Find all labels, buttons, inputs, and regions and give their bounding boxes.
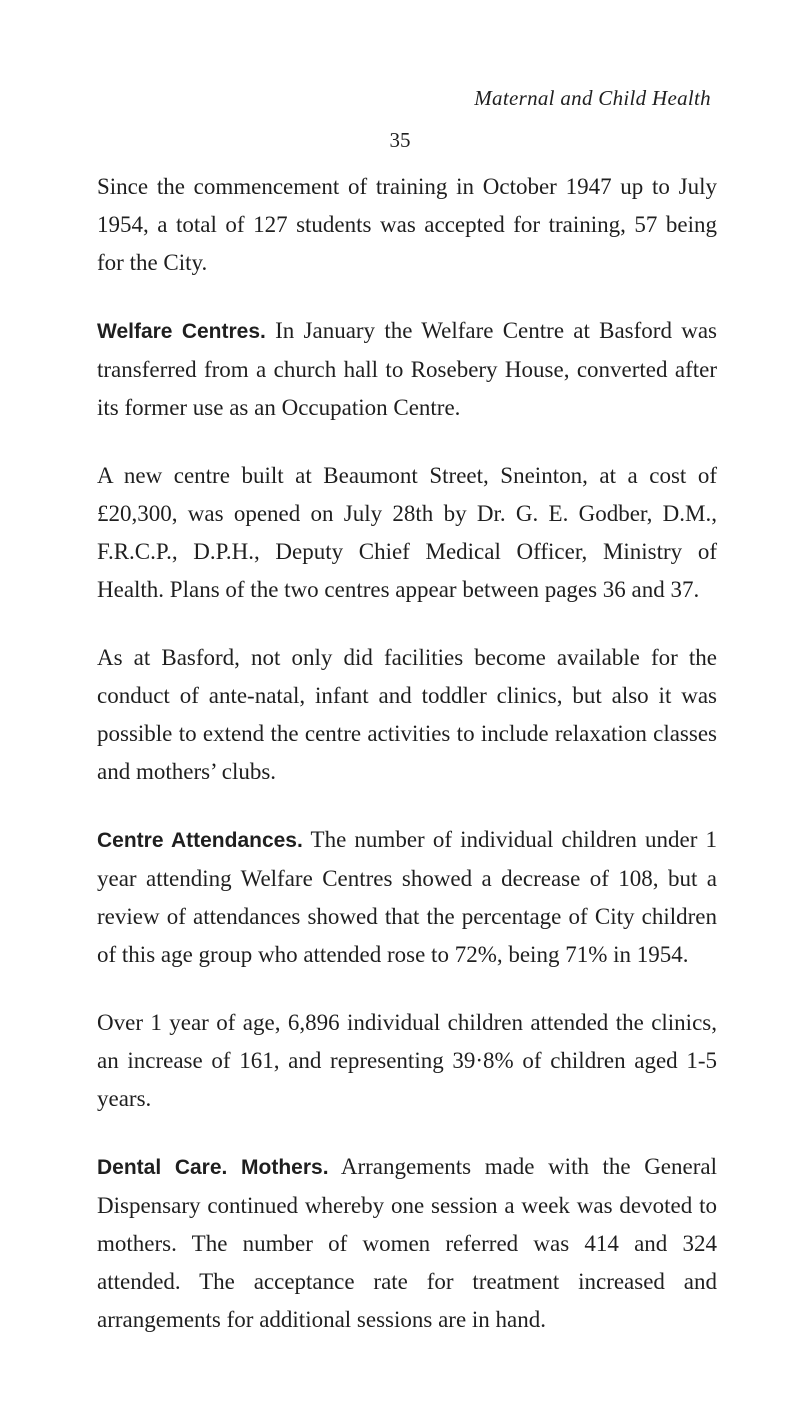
paragraph-text: Since the commencement of training in October 1947 up to July 1954, a total of 127 students was accepted for training, 57 being for the City.: [97, 174, 717, 275]
section-heading-welfare-centres: Welfare Centres.: [97, 320, 266, 343]
paragraph-text: As at Basford, not only did facilities become available for the conduct of ante-natal, infant and toddler clinics, but also it was possible to extend the centre activities to include relaxation classes and mothers’ clubs.: [97, 645, 717, 784]
paragraph-new-centre: [97, 457, 717, 609]
paragraph-text: The number of individual children under 1 year attending Welfare Centres showed a decrease of 108, but a review of attendances showed that the percentage of City children of this age group who attended rose to 72%, being 71% in 1954.: [97, 827, 717, 967]
body-text: [97, 168, 717, 1369]
paragraph-text: A new centre built at Beaumont Street, Sneinton, at a cost of £20,300, was opened on July 28th by Dr. G. E. Godber, D.M., F.R.C.P., D.P.H., Deputy Chief Medical Officer, Ministry of Health. Plans of the two centres appear between pages 36 and 37.: [97, 463, 717, 602]
paragraph-text: Arrangements made with the General Dispensary continued whereby one session a week was devoted to mothers. The number of women referred was 414 and 324 attended. The acceptance rate for treatment increased and arrangements for additional sessions are in hand.: [97, 1154, 717, 1332]
paragraph-over-one-year: [97, 1004, 717, 1118]
paragraph-facilities: [97, 639, 717, 791]
running-head: Maternal and Child Health: [474, 86, 711, 110]
paragraph-training: [97, 168, 717, 282]
paragraph-centre-attendances: [97, 821, 717, 974]
section-heading-centre-attendances: Centre Attendances.: [97, 829, 303, 852]
paragraph-text: In January the Welfare Centre at Basford was transferred from a church hall to Rosebery House, converted after its former use as an Occupation Centre.: [97, 318, 717, 420]
paragraph-welfare-centres: [97, 312, 717, 427]
paragraph-text: Over 1 year of age, 6,896 individual children attended the clinics, an increase of 161, and representing 39·8% of children aged 1-5 years.: [97, 1010, 717, 1111]
paragraph-dental-care: [97, 1148, 717, 1339]
page-number: 35: [389, 128, 411, 152]
section-heading-dental-care: Dental Care. Mothers.: [97, 1156, 329, 1179]
